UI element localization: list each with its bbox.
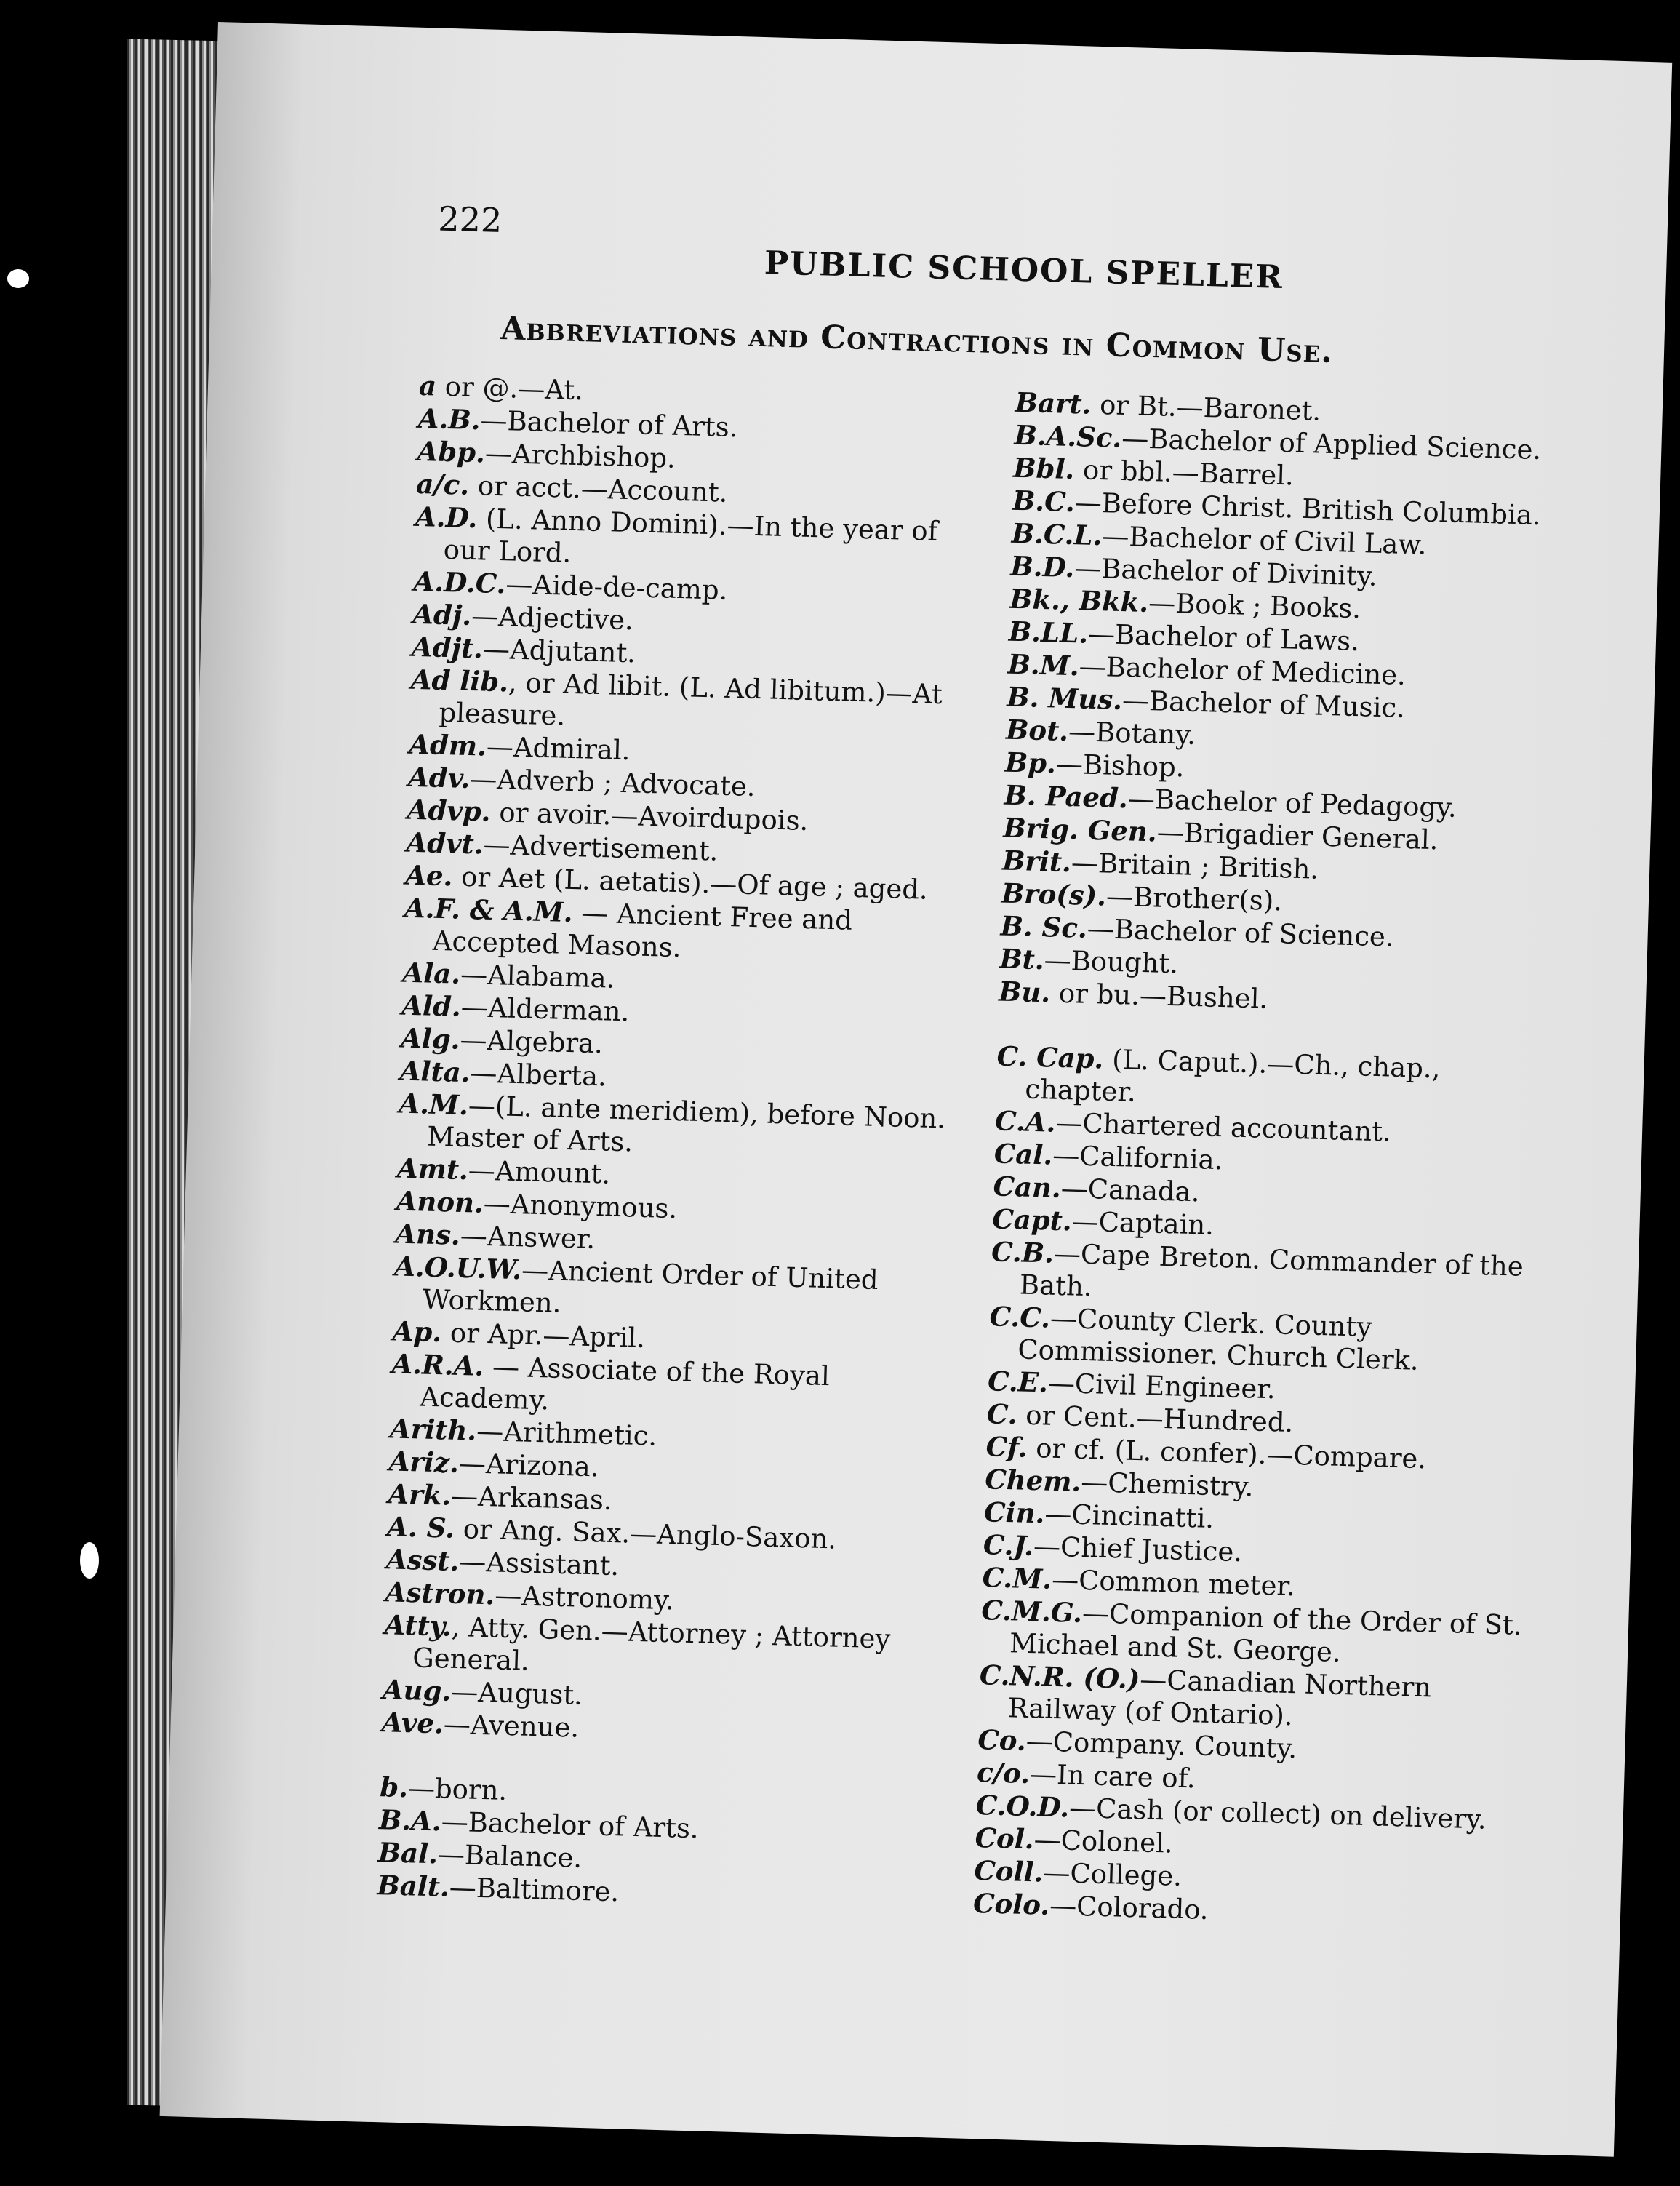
definition: —Common meter. bbox=[1051, 1563, 1296, 1603]
definition: —Avenue. bbox=[443, 1708, 580, 1744]
definition: —Bachelor of Arts. bbox=[479, 404, 739, 444]
abbreviation: Arith. bbox=[389, 1412, 477, 1447]
definition: —Assistant. bbox=[458, 1546, 620, 1582]
definition: —Arizona. bbox=[458, 1448, 600, 1483]
abbreviation: b. bbox=[379, 1771, 409, 1804]
abbreviation: Capt. bbox=[991, 1202, 1073, 1237]
abbreviation: Asst. bbox=[385, 1543, 460, 1578]
abbreviation: Alg. bbox=[400, 1021, 461, 1056]
definition: —Brigadier General. bbox=[1156, 816, 1439, 856]
abbreviation: A.B. bbox=[417, 402, 481, 436]
definition: —Bachelor of Laws. bbox=[1087, 618, 1360, 658]
abbreviation: Atty. bbox=[383, 1608, 452, 1643]
abbreviation: A.O.U.W. bbox=[393, 1250, 522, 1286]
abbreviation: A. S. bbox=[386, 1510, 455, 1544]
definition: or avoir.—Avoirdupois. bbox=[490, 796, 809, 837]
definition: —Chief Justice. bbox=[1033, 1531, 1243, 1568]
definition: —California. bbox=[1052, 1139, 1223, 1176]
running-head: PUBLIC SCHOOL SPELLER bbox=[764, 244, 1284, 297]
scan-speck bbox=[7, 269, 29, 288]
definition: —Adverb ; Advocate. bbox=[469, 763, 756, 803]
abbreviation: Abp. bbox=[417, 434, 486, 469]
abbreviation: Bk., Bkk. bbox=[1009, 582, 1149, 619]
definition: —Balance. bbox=[437, 1838, 583, 1874]
definition: —Advertisement. bbox=[483, 829, 719, 867]
definition: —Chemistry. bbox=[1080, 1466, 1255, 1503]
abbreviation: Astron. bbox=[385, 1576, 495, 1611]
definition: or cf. (L. confer).—Compare. bbox=[1027, 1432, 1427, 1475]
page-number: 222 bbox=[437, 199, 503, 240]
abbreviation: Ald. bbox=[401, 989, 462, 1023]
definition: —Bachelor of Pedagogy. bbox=[1127, 783, 1457, 823]
definition: —In care of. bbox=[1029, 1758, 1196, 1795]
abbreviation: Balt. bbox=[376, 1869, 450, 1903]
scan-speck bbox=[80, 1542, 99, 1579]
abbreviation: a/c. bbox=[415, 467, 470, 501]
abbreviation: Ala. bbox=[402, 956, 461, 990]
abbreviation: Bu. bbox=[998, 975, 1051, 1009]
abbreviation: A.R.A. bbox=[391, 1347, 484, 1382]
abbreviation: B. Mus. bbox=[1006, 680, 1123, 717]
definition: — Associate of the Royal Academy. bbox=[419, 1350, 831, 1416]
definition: —Canadian Northern Railway (of Ontario). bbox=[1007, 1664, 1432, 1732]
definition: —Britain ; British. bbox=[1071, 847, 1319, 885]
abbreviation: C.C. bbox=[989, 1300, 1051, 1334]
abbreviation: A.F. & A.M. bbox=[404, 891, 574, 929]
definition: —Companion of the Order of St. Michael and St. George. bbox=[1009, 1597, 1523, 1668]
definition: or bu.—Bushel. bbox=[1049, 977, 1268, 1015]
abbreviation: Advt. bbox=[406, 826, 484, 861]
section-title: Abbreviations and Contractions in Common Use. bbox=[500, 310, 1334, 370]
abbreviation: A.D.C. bbox=[413, 565, 507, 600]
abbreviation: Ariz. bbox=[388, 1445, 460, 1480]
definition: —Brother(s). bbox=[1105, 880, 1283, 917]
definition: —Adjective. bbox=[471, 600, 634, 637]
definition: or bbl.—Barrel. bbox=[1073, 454, 1295, 492]
abbreviation: Alta. bbox=[399, 1054, 471, 1089]
abbreviation: Co. bbox=[977, 1723, 1027, 1757]
abbreviation: Ae. bbox=[404, 858, 454, 893]
definition: —Bachelor of Medicine. bbox=[1079, 650, 1407, 691]
right-column bbox=[973, 386, 1576, 1936]
definition: —Amount. bbox=[468, 1154, 611, 1190]
abbreviation: B.C. bbox=[1012, 484, 1076, 519]
definition: , or Ad libit. (L. Ad libitum.)—At pleasure. bbox=[439, 666, 943, 732]
abbreviation: C.N.R. (O.) bbox=[979, 1659, 1140, 1696]
abbreviation: Adj. bbox=[412, 597, 472, 632]
abbreviation: Bart. bbox=[1015, 386, 1092, 420]
abbreviation: Bp. bbox=[1004, 746, 1057, 780]
abbreviation: A.M. bbox=[398, 1087, 469, 1122]
definition: —Captain. bbox=[1071, 1205, 1215, 1241]
definition: —College. bbox=[1042, 1856, 1183, 1892]
abbreviation: Adm. bbox=[408, 727, 487, 762]
definition: —Bachelor of Science. bbox=[1087, 912, 1395, 953]
abbreviation: Amt. bbox=[396, 1152, 469, 1186]
definition: —Bachelor of Arts. bbox=[441, 1806, 700, 1845]
abbreviation: Bot. bbox=[1005, 713, 1069, 748]
definition: —Chartered accountant. bbox=[1055, 1106, 1392, 1148]
abbreviation: Cal. bbox=[993, 1137, 1053, 1171]
abbreviation: Bt. bbox=[999, 942, 1045, 976]
abbreviation: Coll. bbox=[973, 1854, 1044, 1888]
abbreviation: Ave. bbox=[381, 1706, 444, 1740]
abbreviation: B.A.Sc. bbox=[1013, 418, 1123, 454]
abbreviation: Bal. bbox=[377, 1836, 439, 1870]
definition: or Bt.—Baronet. bbox=[1090, 388, 1321, 427]
definition: —Baltimore. bbox=[449, 1871, 620, 1908]
abbreviation: a bbox=[418, 369, 437, 402]
definition: or acct.—Account. bbox=[468, 469, 729, 508]
abbreviation: c/o. bbox=[976, 1756, 1031, 1790]
definition: — Ancient Free and Accepted Masons. bbox=[432, 897, 853, 964]
definition: —Bought. bbox=[1044, 944, 1179, 980]
definition: —Admiral. bbox=[486, 730, 631, 767]
definition: —Archbishop. bbox=[484, 437, 676, 474]
definition: —Cincinatti. bbox=[1044, 1498, 1215, 1535]
abbreviation: B.C.L. bbox=[1011, 516, 1103, 552]
definition: —Algebra. bbox=[459, 1024, 604, 1060]
abbreviation: Brit. bbox=[1001, 844, 1072, 879]
left-column bbox=[377, 370, 980, 1918]
abbreviation: Bro(s). bbox=[1001, 877, 1107, 912]
definition: —Astronomy. bbox=[494, 1579, 675, 1616]
definition: —Bachelor of Music. bbox=[1121, 685, 1406, 724]
definition: —Adjutant. bbox=[482, 633, 636, 669]
abbreviation: B.D. bbox=[1009, 549, 1075, 584]
definition: —(L. ante meridiem), before Noon. Master of Arts. bbox=[426, 1090, 946, 1158]
abbreviation: Brig. Gen. bbox=[1002, 811, 1158, 848]
definition: —Cape Breton. Commander of the Bath. bbox=[1019, 1237, 1524, 1303]
definition: —Alberta. bbox=[469, 1057, 607, 1093]
definition: , Atty. Gen.—Attorney ; Attorney General. bbox=[412, 1611, 891, 1677]
abbreviation: Bbl. bbox=[1012, 451, 1075, 486]
abbreviation: B. Sc. bbox=[1000, 909, 1088, 944]
definition: —Bachelor of Applied Science. bbox=[1121, 422, 1542, 466]
abbreviation: B. Paed. bbox=[1004, 778, 1129, 815]
definition: —Cash (or collect) on delivery. bbox=[1068, 1792, 1487, 1835]
abbreviation: Advp. bbox=[407, 793, 492, 828]
definition: —County Clerk. County Commissioner. Church Clerk. bbox=[1017, 1302, 1420, 1376]
abbreviation: C.J. bbox=[983, 1528, 1034, 1563]
definition: —Botany. bbox=[1068, 716, 1196, 751]
abbreviation: Chem. bbox=[984, 1463, 1081, 1498]
abbreviation: Anon. bbox=[396, 1184, 484, 1219]
abbreviation: Ad lib. bbox=[410, 663, 509, 698]
abbreviation: Colo. bbox=[972, 1887, 1050, 1921]
definition: —Arithmetic. bbox=[476, 1415, 657, 1452]
abbreviation: Cf. bbox=[985, 1430, 1028, 1464]
abbreviation: Ap. bbox=[392, 1315, 442, 1349]
definition: or Aet (L. aetatis).—Of age ; aged. bbox=[452, 861, 929, 906]
abbreviation: Ark. bbox=[387, 1477, 452, 1512]
abbreviation: Col. bbox=[975, 1822, 1035, 1856]
definition: —Aide-de-camp. bbox=[505, 568, 729, 606]
definition: —Ancient Order of United Workmen. bbox=[422, 1254, 879, 1319]
abbreviation: Adv. bbox=[407, 760, 471, 795]
definition: —Bishop. bbox=[1055, 748, 1185, 783]
definition: —Before Christ. British Columbia. bbox=[1074, 487, 1542, 532]
abbreviation: C. Cap. bbox=[996, 1040, 1105, 1075]
definition: —Arkansas. bbox=[450, 1480, 613, 1516]
abbreviation: Ans. bbox=[394, 1217, 461, 1251]
abbreviation: Aug. bbox=[382, 1673, 452, 1707]
definition: or Cent.—Hundred. bbox=[1017, 1399, 1294, 1439]
definition: —Alderman. bbox=[460, 991, 630, 1028]
definition: (L. Caput.).—Ch., chap., chapter. bbox=[1024, 1043, 1441, 1108]
abbreviation: C.M.G. bbox=[980, 1594, 1083, 1629]
abbreviation: C.B. bbox=[991, 1235, 1055, 1269]
definition: —August. bbox=[450, 1675, 583, 1711]
definition: —Bachelor of Divinity. bbox=[1073, 552, 1378, 592]
definition: —Canada. bbox=[1060, 1172, 1201, 1208]
definition: —Bachelor of Civil Law. bbox=[1101, 520, 1428, 561]
definition: —Civil Engineer. bbox=[1047, 1367, 1276, 1405]
definition: —Company. County. bbox=[1025, 1725, 1297, 1765]
abbreviation: C.A. bbox=[994, 1104, 1057, 1138]
definition: —Alabama. bbox=[460, 958, 615, 994]
definition: —Anonymous. bbox=[483, 1187, 678, 1225]
definition: or @.—At. bbox=[436, 370, 584, 407]
abbreviation: Adjt. bbox=[411, 630, 484, 665]
definition: or Ang. Sax.—Anglo-Saxon. bbox=[454, 1512, 837, 1555]
book-page bbox=[160, 22, 1673, 2157]
definition: or Apr.—April. bbox=[441, 1317, 646, 1355]
abbreviation: C.M. bbox=[982, 1561, 1052, 1595]
abbreviation: B.LL. bbox=[1008, 615, 1089, 650]
definition: —Book ; Books. bbox=[1148, 587, 1361, 625]
abbreviation: B.M. bbox=[1007, 647, 1080, 682]
abbreviation: C. bbox=[986, 1397, 1018, 1431]
abbreviation: Cin. bbox=[983, 1496, 1046, 1530]
abbreviation: Can. bbox=[993, 1170, 1062, 1204]
definition: —Colorado. bbox=[1049, 1889, 1209, 1926]
abbreviation: B.A. bbox=[378, 1803, 442, 1838]
abbreviation: A.D. bbox=[415, 500, 478, 535]
definition: —Colonel. bbox=[1033, 1824, 1174, 1859]
abbreviation: C.E. bbox=[987, 1365, 1049, 1399]
definition: —born. bbox=[407, 1772, 508, 1807]
definition: (L. Anno Domini).—In the year of our Lord. bbox=[443, 503, 938, 569]
abbreviation: C.O.D. bbox=[975, 1789, 1070, 1824]
definition: —Answer. bbox=[460, 1219, 596, 1256]
